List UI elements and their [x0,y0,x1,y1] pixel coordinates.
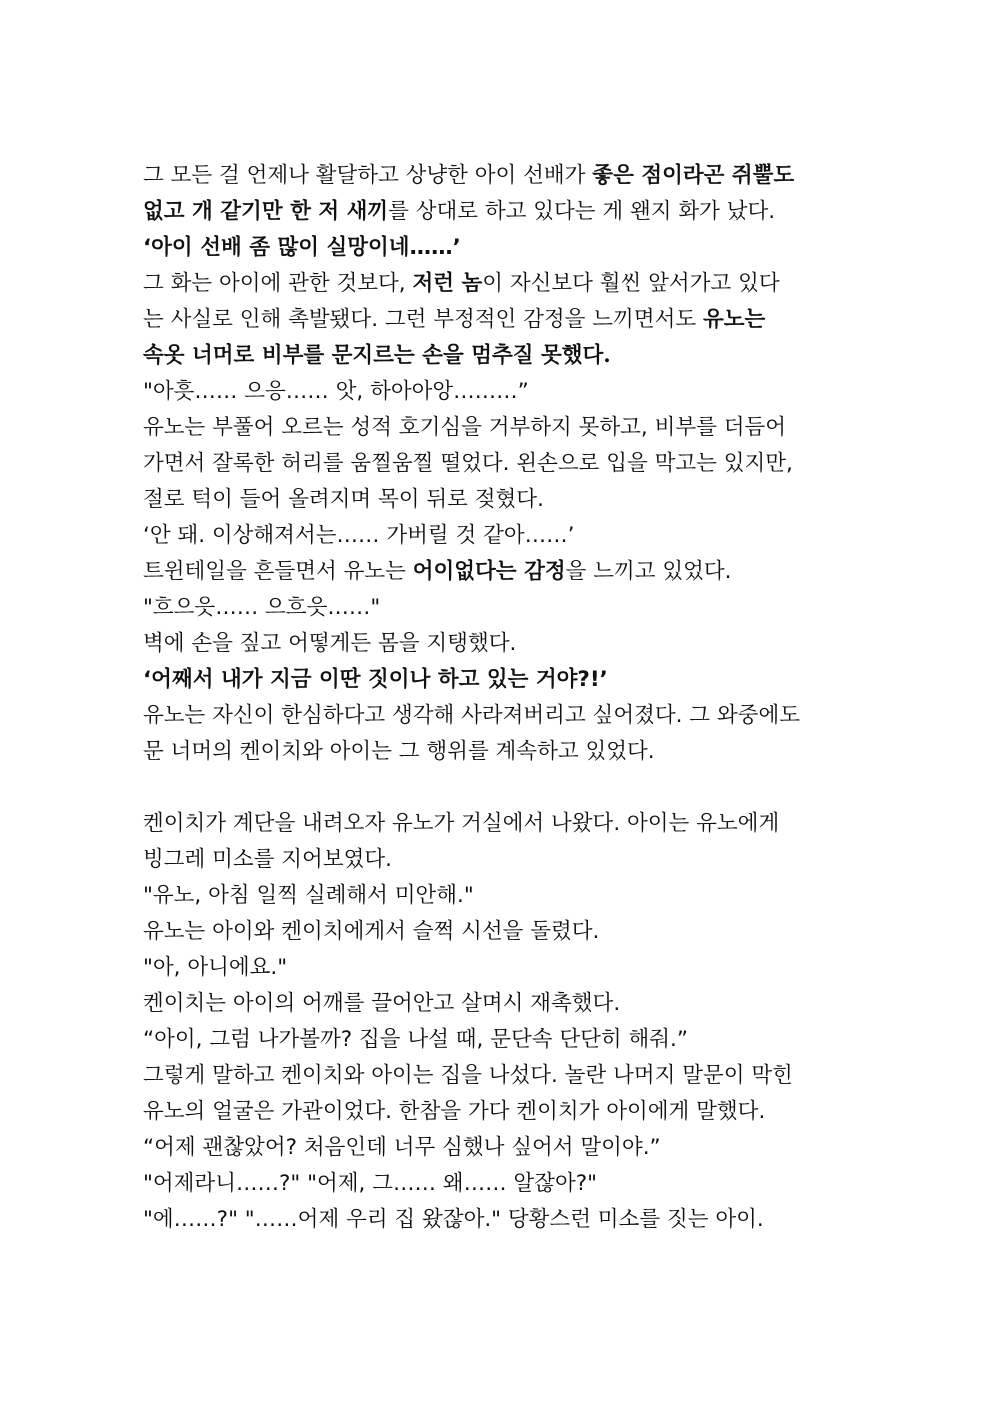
text-segment: 벽에 손을 짚고 어떻게든 몸을 지탱했다. [143,631,517,656]
text-line [143,626,863,662]
emphasis-text: 유노는 [702,307,766,332]
bold-text: 어이없다는 감정 [412,559,566,584]
text-segment: "유노, 아침 일찍 실례해서 미안해." [143,883,474,908]
text-segment: “어제 괜찮았어? 처음인데 너무 심했나 싶어서 말이야.” [143,1135,661,1160]
text-segment: 유노의 얼굴은 가관이었다. 한참을 가다 켄이치가 아이에게 말했다. [143,1099,766,1124]
text-segment: 유노는 아이와 켄이치에게서 슬쩍 시선을 돌렸다. [143,919,600,944]
text-line [143,266,863,302]
text-segment: “아이, 그럼 나가볼까? 집을 나설 때, 문단속 단단히 해줘.” [143,1027,689,1052]
text-line [143,302,863,338]
text-segment: 를 상대로 하고 있다는 게 왠지 화가 났다. [388,199,776,224]
text-line [143,914,863,950]
document-body [143,158,863,1238]
text-line [143,158,863,194]
text-segment: 그 화는 아이에 관한 것보다, [143,271,413,296]
text-line [143,1058,863,1094]
text-segment: 절로 턱이 들어 올려지며 목이 뒤로 젖혔다. [143,487,544,512]
text-segment: 그렇게 말하고 켄이치와 아이는 집을 나섰다. 놀란 나머지 말문이 막힌 [143,1063,793,1088]
emphasis-text: 속옷 너머로 비부를 문지르는 손을 멈추질 못했다. [143,343,611,368]
bold-text: ‘어째서 내가 지금 이딴 짓이나 하고 있는 거야?!’ [143,667,608,692]
text-line [143,1130,863,1166]
text-segment: 문 너머의 켄이치와 아이는 그 행위를 계속하고 있었다. [143,739,655,764]
text-line [143,374,863,410]
text-segment: 켄이치는 아이의 어깨를 끌어안고 살며시 재촉했다. [143,991,621,1016]
text-line [143,230,863,266]
text-line [143,554,863,590]
text-line [143,734,863,770]
text-line [143,446,863,482]
text-segment: "아, 아니에요." [143,955,288,980]
text-line [143,878,863,914]
text-segment: 는 사실로 인해 촉발됐다. 그런 부정적인 감정을 느끼면서도 [143,307,703,332]
text-line [143,338,863,374]
text-line [143,1202,863,1238]
text-line [143,842,863,878]
text-line [143,410,863,446]
text-segment: 그 모든 걸 언제나 활달하고 상냥한 아이 선배가 [143,163,593,188]
text-line [143,1094,863,1130]
text-segment: "어제라니……?" "어제, 그…… 왜…… 알잖아?" [143,1171,598,1196]
text-segment: 켄이치가 계단을 내려오자 유노가 거실에서 나왔다. 아이는 유노에게 [143,811,780,836]
text-segment: ‘안 돼. 이상해져서는…… 가버릴 것 같아……’ [143,523,575,548]
text-line [143,662,863,698]
text-segment: 빙그레 미소를 지어보였다. [143,847,392,872]
bold-text: ‘아이 선배 좀 많이 실망이네……’ [143,235,461,260]
text-segment: 유노는 부풀어 오르는 성적 호기심을 거부하지 못하고, 비부를 더듬어 [143,415,787,440]
blank-line [143,770,863,806]
bold-text: 없고 개 같기만 한 저 새끼 [143,199,389,224]
text-segment: 이 자신보다 훨씬 앞서가고 있다 [482,271,780,296]
text-segment: "흐으읏…… 으흐읏……" [143,595,381,620]
text-segment: 트윈테일을 흔들면서 유노는 [143,559,413,584]
text-segment: "아흣…… 으응…… 앗, 하아아앙………” [143,379,529,404]
text-line [143,950,863,986]
bold-text: 저런 놈 [412,271,483,296]
text-segment: 가면서 잘록한 허리를 움찔움찔 떨었다. 왼손으로 입을 막고는 있지만, [143,451,793,476]
text-segment: 을 느끼고 있었다. [565,559,732,584]
text-line [143,590,863,626]
text-segment: 유노는 자신이 한심하다고 생각해 사라져버리고 싶어졌다. 그 와중에도 [143,703,800,728]
text-line [143,194,863,230]
text-line [143,1022,863,1058]
text-segment: "에……?" "……어제 우리 집 왔잖아." 당황스런 미소를 짓는 아이. [143,1207,764,1232]
bold-text: 좋은 점이라곤 쥐뿔도 [592,163,795,188]
text-line [143,986,863,1022]
text-line [143,1166,863,1202]
text-line [143,518,863,554]
text-line [143,482,863,518]
text-line [143,698,863,734]
text-line [143,806,863,842]
